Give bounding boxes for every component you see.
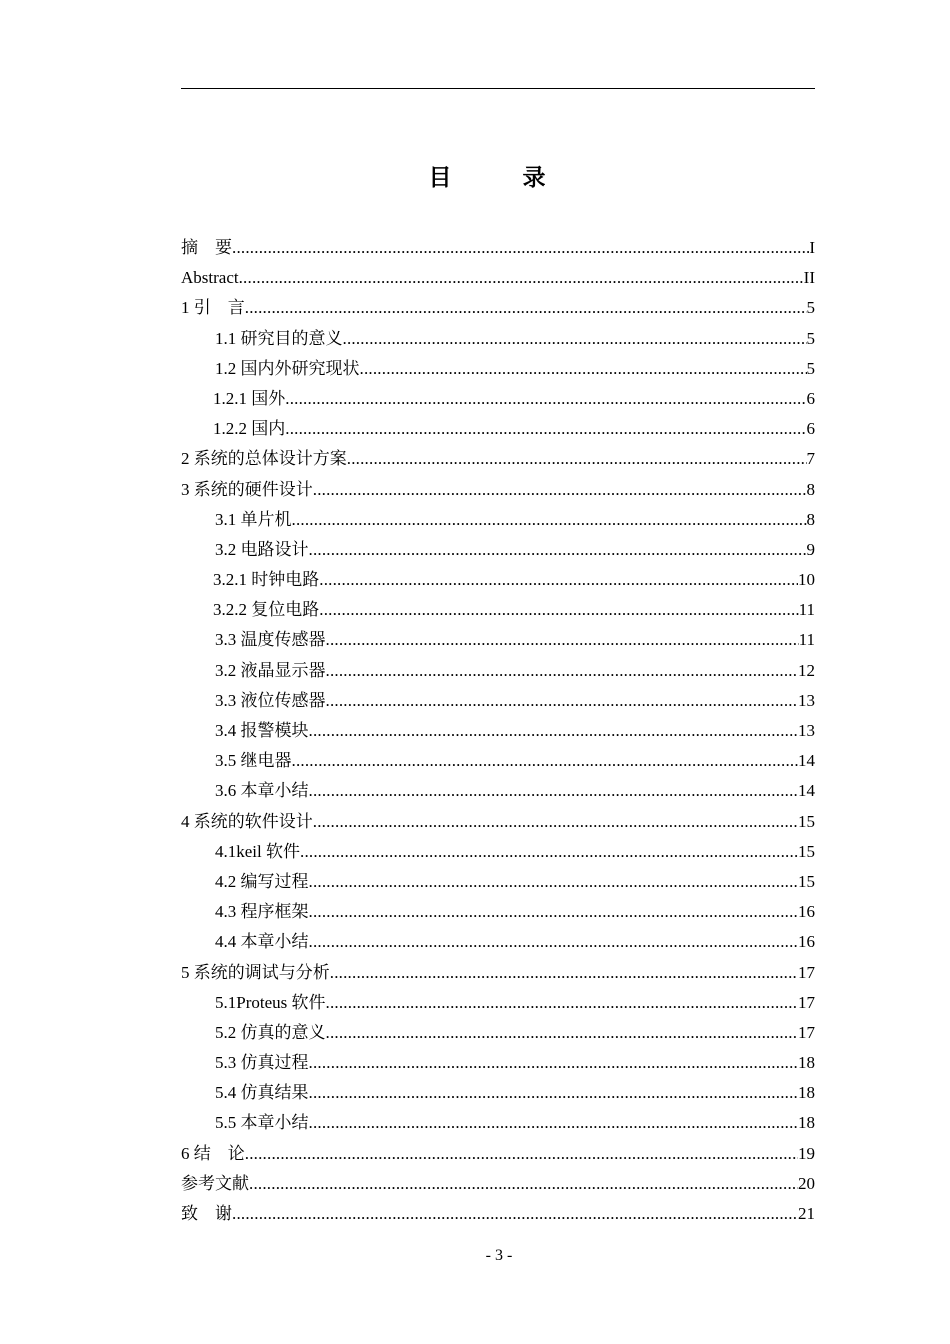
toc-dot-leader [309, 927, 799, 957]
toc-dot-leader [347, 444, 807, 474]
toc-entry-label: 1.1 研究目的意义 [215, 328, 343, 348]
toc-dot-leader [245, 293, 807, 323]
toc-entry[interactable] [181, 324, 815, 354]
toc-entry[interactable] [181, 927, 815, 957]
toc-entry-label: 3 系统的硬件设计 [181, 479, 313, 499]
toc-entry-page: 6 [806, 388, 815, 408]
toc-dot-leader [245, 1139, 798, 1169]
toc-dot-leader [326, 988, 799, 1018]
toc-entry-label: 4.1keil 软件 [215, 841, 300, 861]
toc-entry[interactable] [181, 1108, 815, 1138]
toc-entry[interactable] [181, 746, 815, 776]
toc-entry-page: 16 [798, 902, 815, 922]
toc-entry-label: 3.2.1 时钟电路 [213, 570, 320, 590]
toc-dot-leader [360, 354, 807, 384]
toc-dot-leader [292, 505, 807, 535]
toc-entry-page: 15 [798, 841, 815, 861]
toc-dot-leader [232, 1199, 798, 1229]
toc-entry-page: 14 [798, 751, 815, 771]
toc-entry-page: 18 [798, 1113, 815, 1133]
toc-entry[interactable] [181, 776, 815, 806]
toc-entry-label: 3.2 液晶显示器 [215, 660, 326, 680]
toc-entry[interactable] [181, 444, 815, 474]
toc-dot-leader [309, 1078, 799, 1108]
toc-entry-page: 15 [798, 871, 815, 891]
toc-entry-page: 5 [806, 298, 815, 318]
toc-entry-page: 11 [798, 630, 815, 650]
toc-entry[interactable] [181, 1139, 815, 1169]
toc-entry-label: 致 谢 [181, 1204, 232, 1223]
toc-entry-label: 4.3 程序框架 [215, 902, 309, 922]
toc-entry-label: 4.4 本章小结 [215, 932, 309, 952]
toc-entry[interactable] [181, 988, 815, 1018]
toc-entry-page: 19 [798, 1143, 815, 1163]
toc-entry[interactable] [181, 807, 815, 837]
toc-entry-page: 9 [806, 539, 815, 559]
toc-entry-page: 17 [798, 962, 815, 982]
toc-entry[interactable] [181, 656, 815, 686]
toc-entry[interactable] [181, 686, 815, 716]
toc-entry[interactable] [181, 384, 815, 414]
toc-entry[interactable] [181, 233, 815, 263]
table-of-contents [181, 233, 815, 1229]
toc-entry-page: 5 [806, 328, 815, 348]
page-number: - 3 - [485, 1247, 513, 1264]
toc-entry[interactable] [181, 1018, 815, 1048]
toc-entry[interactable] [181, 625, 815, 655]
toc-dot-leader [309, 716, 799, 746]
toc-entry[interactable] [181, 958, 815, 988]
toc-dot-leader [313, 475, 807, 505]
toc-entry[interactable] [181, 475, 815, 505]
toc-entry[interactable] [181, 263, 815, 293]
toc-entry-label: 摘 要 [181, 238, 232, 257]
toc-entry-label: 1.2.2 国内 [213, 419, 286, 439]
toc-dot-leader [309, 1048, 799, 1078]
toc-dot-leader [232, 233, 809, 263]
toc-entry-label: 3.2.2 复位电路 [213, 600, 320, 620]
toc-entry-label: 3.5 继电器 [215, 751, 292, 771]
toc-dot-leader [326, 625, 799, 655]
toc-dot-leader [330, 958, 798, 988]
toc-dot-leader [309, 897, 799, 927]
toc-entry-page: 5 [806, 358, 815, 378]
toc-entry[interactable] [181, 565, 815, 595]
toc-entry-page: 18 [798, 1053, 815, 1073]
toc-entry-label: 4.2 编写过程 [215, 871, 309, 891]
toc-entry-page: 17 [798, 992, 815, 1012]
toc-entry-page: 10 [798, 570, 815, 590]
toc-entry[interactable] [181, 1048, 815, 1078]
toc-entry[interactable] [181, 897, 815, 927]
toc-entry-label: 参考文献 [181, 1173, 249, 1193]
toc-entry[interactable] [181, 716, 815, 746]
toc-entry-label: 3.6 本章小结 [215, 781, 309, 801]
toc-dot-leader [319, 595, 798, 625]
toc-entry-label: 1 引 言 [181, 298, 245, 318]
toc-dot-leader [285, 414, 806, 444]
toc-entry[interactable] [181, 535, 815, 565]
toc-entry-page: 8 [806, 509, 815, 529]
toc-entry-page: I [809, 238, 815, 257]
toc-entry-label: 4 系统的软件设计 [181, 811, 313, 831]
toc-dot-leader [326, 1018, 799, 1048]
toc-dot-leader [300, 837, 798, 867]
toc-entry-label: 5.5 本章小结 [215, 1113, 309, 1133]
toc-dot-leader [309, 1108, 799, 1138]
toc-dot-leader [326, 686, 799, 716]
toc-dot-leader [239, 263, 804, 293]
toc-entry-label: 3.1 单片机 [215, 509, 292, 529]
toc-entry-label: 2 系统的总体设计方案 [181, 449, 347, 469]
toc-entry-label: 3.3 液位传感器 [215, 690, 326, 710]
toc-entry[interactable] [181, 1199, 815, 1229]
toc-entry-page: 15 [798, 811, 815, 831]
toc-entry-page: 14 [798, 781, 815, 801]
toc-entry[interactable] [181, 1169, 815, 1199]
toc-dot-leader [309, 776, 799, 806]
toc-entry-label: 5.4 仿真结果 [215, 1083, 309, 1103]
toc-entry-page: 11 [798, 600, 815, 620]
toc-entry[interactable] [181, 837, 815, 867]
toc-dot-leader [285, 384, 806, 414]
toc-title: 目 录 [428, 165, 570, 191]
toc-entry-label: 1.2 国内外研究现状 [215, 358, 360, 378]
toc-entry-page: II [803, 268, 815, 288]
toc-entry-page: 8 [806, 479, 815, 499]
toc-entry-label: 6 结 论 [181, 1143, 245, 1163]
toc-entry[interactable] [181, 867, 815, 897]
toc-entry-page: 13 [798, 721, 815, 740]
toc-entry-page: 20 [798, 1173, 815, 1193]
toc-entry[interactable] [181, 595, 815, 625]
toc-entry[interactable] [181, 414, 815, 444]
toc-entry-label: Abstract [181, 268, 239, 288]
toc-entry[interactable] [181, 293, 815, 323]
toc-entry-page: 12 [798, 660, 815, 680]
toc-entry-label: 3.3 温度传感器 [215, 630, 326, 650]
toc-dot-leader [292, 746, 799, 776]
toc-dot-leader [343, 324, 807, 354]
toc-dot-leader [249, 1169, 798, 1199]
toc-entry-page: 18 [798, 1083, 815, 1103]
toc-entry-label: 5.1Proteus 软件 [215, 992, 326, 1012]
toc-entry-label: 5.3 仿真过程 [215, 1053, 309, 1073]
toc-entry-page: 7 [806, 449, 815, 469]
toc-entry[interactable] [181, 1078, 815, 1108]
toc-dot-leader [309, 867, 799, 897]
toc-entry[interactable] [181, 505, 815, 535]
header-rule [181, 88, 815, 89]
toc-entry-page: 6 [806, 419, 815, 439]
toc-entry-page: 13 [798, 690, 815, 710]
toc-dot-leader [309, 535, 807, 565]
toc-entry-label: 3.4 报警模块 [215, 721, 309, 740]
toc-entry-label: 1.2.1 国外 [213, 388, 286, 408]
toc-dot-leader [326, 656, 799, 686]
toc-entry-label: 3.2 电路设计 [215, 539, 309, 559]
toc-entry-label: 5.2 仿真的意义 [215, 1022, 326, 1042]
toc-entry-page: 21 [798, 1204, 815, 1223]
toc-dot-leader [313, 807, 798, 837]
toc-entry[interactable] [181, 354, 815, 384]
toc-dot-leader [319, 565, 798, 595]
toc-entry-page: 16 [798, 932, 815, 952]
toc-entry-page: 17 [798, 1022, 815, 1042]
toc-entry-label: 5 系统的调试与分析 [181, 962, 330, 982]
